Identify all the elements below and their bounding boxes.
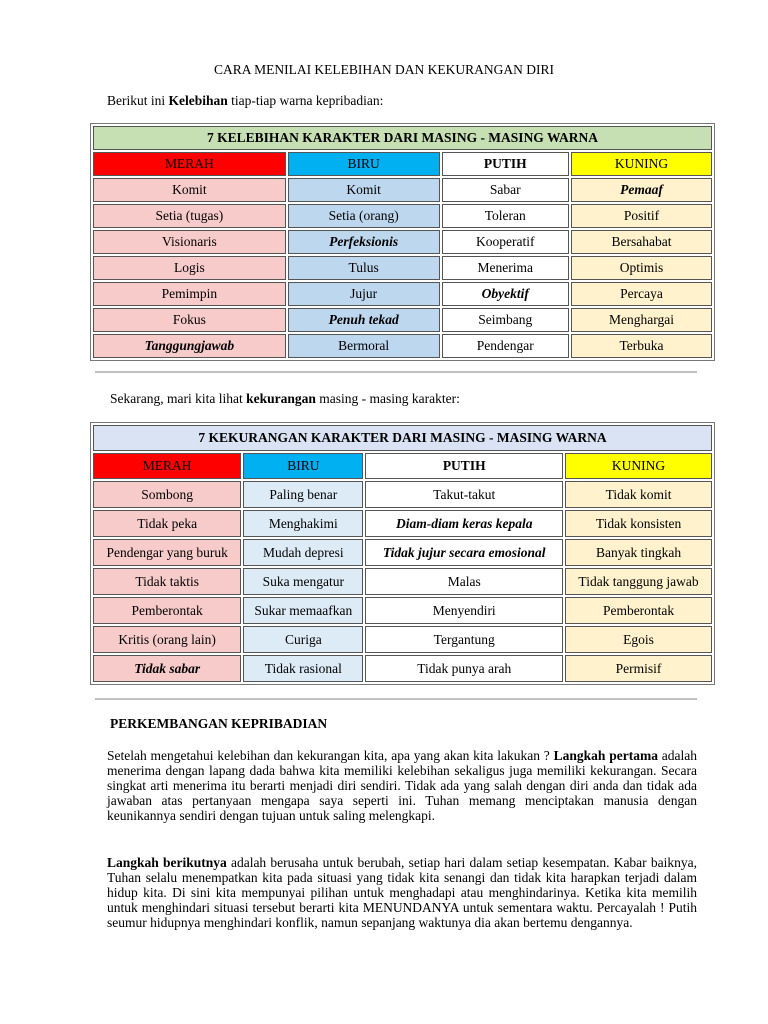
intro2-bold: kekurangan [246, 391, 316, 406]
table-cell: Curiga [243, 626, 363, 653]
table-cell: Tidak tanggung jawab [565, 568, 712, 595]
table-cell: Tergantung [365, 626, 563, 653]
table-cell: Egois [565, 626, 712, 653]
table-cell: Tidak punya arah [365, 655, 563, 682]
table-cell: Tidak rasional [243, 655, 363, 682]
intro-bold: Kelebihan [168, 93, 228, 108]
divider [95, 371, 697, 373]
para2-text-c: adalah berusaha untuk berubah, setiap hari dalam setiap kesempatan. Kabar baiknya, Tuhan selalu menempatkan kita pada situasi yang tidak kita senangi dan tidak kita harapkan terjadi dalam hidup kita. Di sini kita mempunyai pilihan untuk menghadapi atau menghindarinya. Ketika kita memilih untuk menghindari situasi tersebut berarti kita MENUNDANYA untuk sementara waktu. Percayalah ! Putih seumur hidupnya menghindari konflik, namun sepanjang waktunya dia akan bertemu dengannya. [107, 855, 697, 930]
table-cell: Diam-diam keras kepala [365, 510, 563, 537]
strengths-table-heading: 7 KELEBIHAN KARAKTER DARI MASING - MASING WARNA [93, 126, 712, 150]
table-cell: Suka mengatur [243, 568, 363, 595]
table-cell: Tidak taktis [93, 568, 241, 595]
table-cell: Jujur [288, 282, 440, 306]
table-cell: Setia (orang) [288, 204, 440, 228]
table-cell: Malas [365, 568, 563, 595]
table-row [93, 510, 712, 537]
table-cell: Takut-takut [365, 481, 563, 508]
table-cell: Percaya [571, 282, 712, 306]
table-cell: Menghakimi [243, 510, 363, 537]
table-cell: Seimbang [442, 308, 569, 332]
table-cell: Tulus [288, 256, 440, 280]
document-title: CARA MENILAI KELEBIHAN DAN KEKURANGAN DIRI [213, 62, 555, 77]
table-cell: Tidak peka [93, 510, 241, 537]
table-cell: Optimis [571, 256, 712, 280]
table-cell: Pendengar [442, 334, 569, 358]
intro2-pre: Sekarang, mari kita lihat [110, 391, 247, 406]
table-cell: Tidak komit [565, 481, 712, 508]
intro-line [107, 93, 383, 109]
table-cell: Kritis (orang lain) [93, 626, 241, 653]
table-cell: Terbuka [571, 334, 712, 358]
table-row [93, 308, 712, 332]
table-cell: Fokus [93, 308, 286, 332]
table-cell: Logis [93, 256, 286, 280]
table-row [93, 655, 712, 682]
para1-text-c: adalah menerima dengan lapang dada bahwa kita memiliki kelebihan sekaligus juga memiliki kekurangan. Secara singkat arti menerima itu berarti menjadi diri sendiri. Tidak ada yang salah dengan diri anda dan tidak ada jawaban atas pertanyaan mengapa saya seperti ini. Tuhan memang menciptakan manusia dengan keunikannya sendiri dengan tujuan untuk saling melengkapi. [107, 748, 698, 823]
table-cell: Menyendiri [365, 597, 563, 624]
table-cell: Komit [93, 178, 286, 202]
table-cell: Pemimpin [93, 282, 286, 306]
table-cell: Positif [571, 204, 712, 228]
table-row [93, 256, 712, 280]
weaknesses-table [90, 422, 715, 685]
divider [95, 698, 697, 700]
table-cell: Pemberontak [565, 597, 712, 624]
column-header-kuning: KUNING [571, 152, 712, 176]
table-cell: Tidak sabar [93, 655, 241, 682]
table-cell: Penuh tekad [288, 308, 440, 332]
table-row [93, 597, 712, 624]
table-cell: Menghargai [571, 308, 712, 332]
table-row [93, 626, 712, 653]
column-header-putih: PUTIH [365, 453, 563, 479]
column-header-putih: PUTIH [442, 152, 569, 176]
table-cell: Perfeksionis [288, 230, 440, 254]
column-header-kuning: KUNING [565, 453, 712, 479]
table-cell: Visionaris [93, 230, 286, 254]
table-cell: Pemaaf [571, 178, 712, 202]
table-cell: Sukar memaafkan [243, 597, 363, 624]
weaknesses-table-heading: 7 KEKURANGAN KARAKTER DARI MASING - MASING WARNA [93, 425, 712, 451]
table-cell: Paling benar [243, 481, 363, 508]
table-cell: Permisif [565, 655, 712, 682]
table-cell: Mudah depresi [243, 539, 363, 566]
para2-bold: Langkah berikutnya [107, 855, 227, 870]
table-cell: Bermoral [288, 334, 440, 358]
intro-pre: Berikut ini [107, 93, 169, 108]
column-header-merah: MERAH [93, 152, 286, 176]
column-header-biru: BIRU [288, 152, 440, 176]
table-cell: Kooperatif [442, 230, 569, 254]
table-row [93, 178, 712, 202]
table-cell: Tanggungjawab [93, 334, 286, 358]
table-row [93, 539, 712, 566]
column-header-merah: MERAH [93, 453, 241, 479]
table-row [93, 204, 712, 228]
column-header-biru: BIRU [243, 453, 363, 479]
table-cell: Komit [288, 178, 440, 202]
intro2-post: masing - masing karakter: [315, 391, 460, 406]
table-row [93, 481, 712, 508]
table-cell: Sombong [93, 481, 241, 508]
table-cell: Pendengar yang buruk [93, 539, 241, 566]
table-cell: Bersahabat [571, 230, 712, 254]
para1-bold: Langkah pertama [553, 748, 658, 763]
intro-line-2 [110, 391, 460, 407]
table-cell: Obyektif [442, 282, 569, 306]
table-cell: Setia (tugas) [93, 204, 286, 228]
table-cell: Sabar [442, 178, 569, 202]
intro-post: tiap-tiap warna kepribadian: [227, 93, 384, 108]
strengths-table [90, 123, 715, 361]
para1-text-a: Setelah mengetahui kelebihan dan kekurangan kita, apa yang akan kita lakukan ? [107, 748, 554, 763]
table-row [93, 230, 712, 254]
table-row [93, 334, 712, 358]
table-row [93, 282, 712, 306]
table-cell: Toleran [442, 204, 569, 228]
table-cell: Pemberontak [93, 597, 241, 624]
section-heading: PERKEMBANGAN KEPRIBADIAN [110, 716, 328, 731]
table-cell: Menerima [442, 256, 569, 280]
paragraph-2 [107, 855, 697, 930]
table-cell: Tidak jujur secara emosional [365, 539, 563, 566]
table-cell: Banyak tingkah [565, 539, 712, 566]
table-row [93, 568, 712, 595]
table-cell: Tidak konsisten [565, 510, 712, 537]
paragraph-1 [107, 748, 697, 823]
